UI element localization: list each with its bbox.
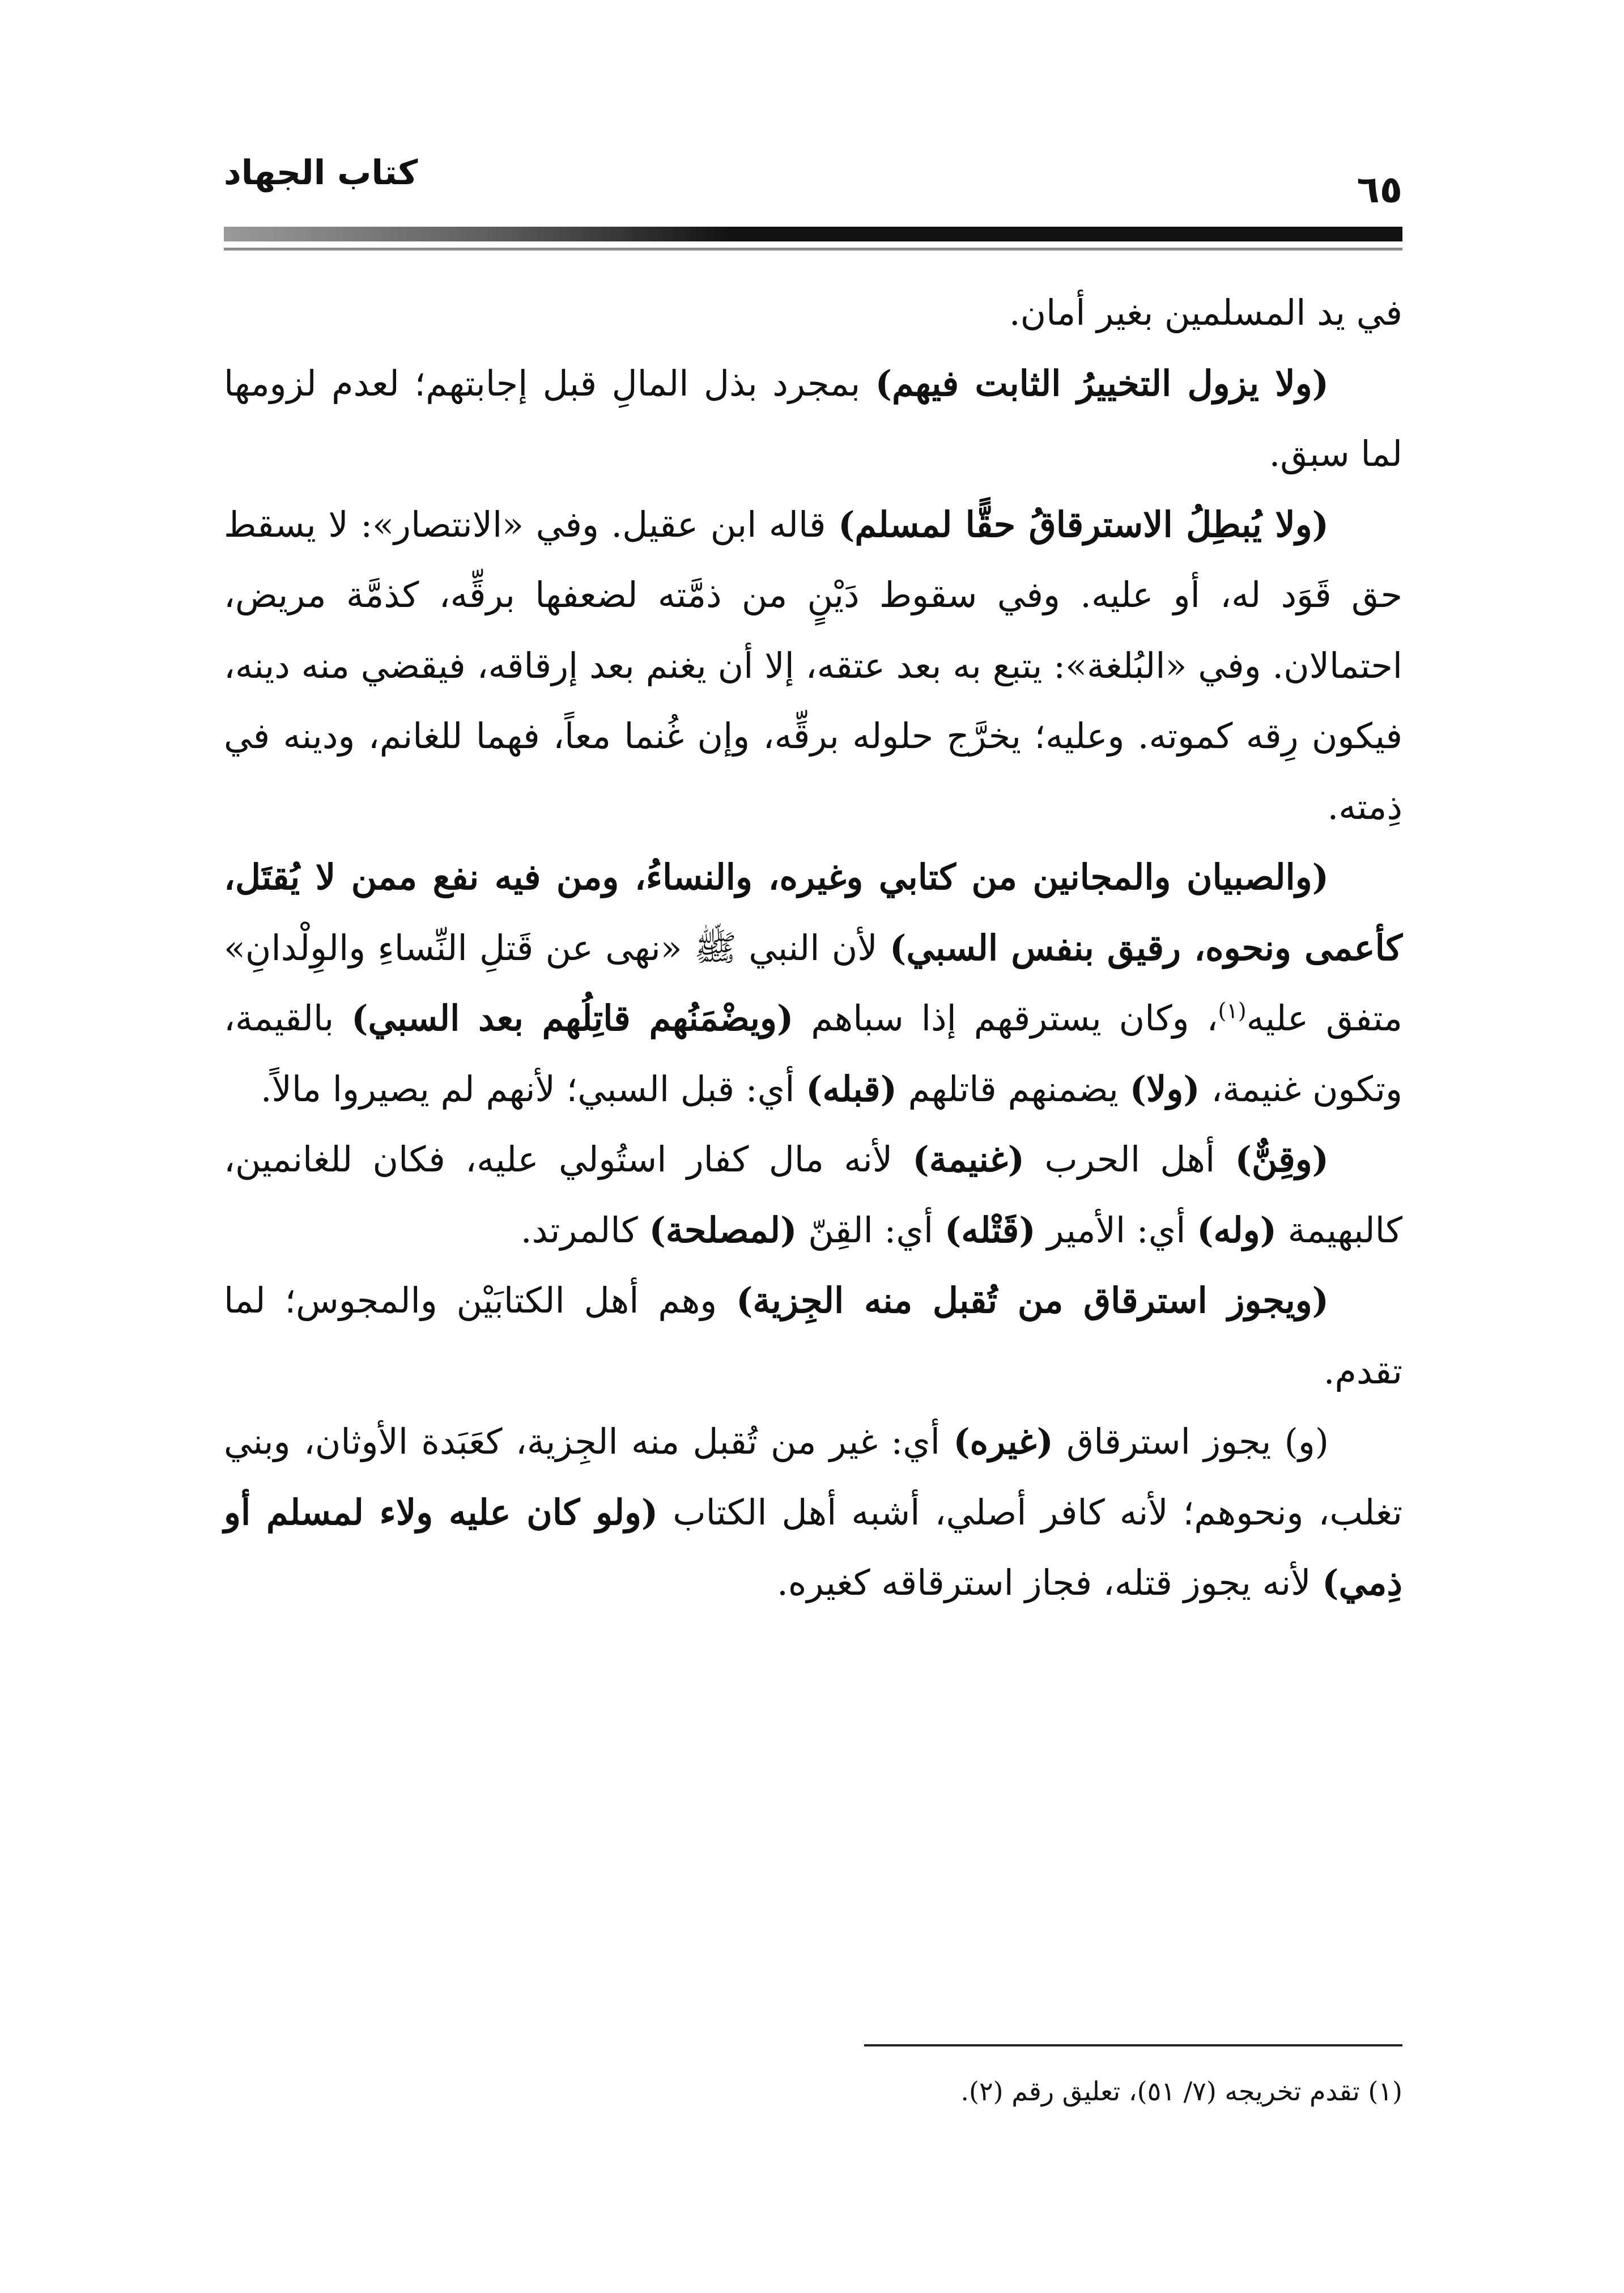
footnote-rule (864, 2044, 1402, 2046)
bold-text-run: (غيره) (953, 1421, 1053, 1462)
bold-text-run: (وله) (1197, 1209, 1277, 1251)
bold-text-run: (ويجوز استرقاق من تُقبل منه الجِزية) (736, 1280, 1329, 1321)
bold-text-run: (قبله) (806, 1068, 897, 1110)
text-run: أي: القِنّ (797, 1209, 945, 1251)
bold-text-run: (ويضْمَنُهم قاتِلُهم بعد السبي) (351, 997, 794, 1039)
text-run: أهل الحرب (1024, 1139, 1235, 1180)
bold-text-run: (ولا) (1129, 1068, 1200, 1110)
bold-text-run: (ولو كان عليه ولاء لمسلم أو ذِمي) (224, 1491, 1402, 1603)
paragraph (224, 490, 1402, 843)
page-number: ٦٥ (1357, 168, 1402, 211)
text-run: بمجرد بذل المالِ قبل إجابتهم؛ لعدم لزومها لما سبق. (224, 362, 1402, 474)
text-run: قاله ابن عقيل. وفي «الانتصار»: لا يسقط حق قَوَد له، أو عليه. وفي سقوط دَيْنٍ من ذمَّته لضعفها برقِّه، كذمَّة مريض، احتمالان. وفي «البُلغة»: يتبع به بعد عتقه، إلا أن يغنم بعد إرقاقه، فيقضي منه دينه، فيكون رِقه كموته. وعليه؛ يخرَّج حلوله برقِّه، وإن غُنما معاً، فهما للغانم، ودينه في ذِمته. (224, 503, 1402, 827)
bold-text-run: (والصبيان والمجانين من كتابي وغيره، والنساءُ، ومن فيه نفع ممن لا يُقتَل، كأعمى ونحوه، رقيق بنفس السبي) (224, 856, 1402, 969)
bold-text-run: (ولا يُبطِلُ الاسترقاقُ حقًّا لمسلم) (838, 503, 1329, 545)
main-text (224, 278, 1402, 1619)
text-run: (و) (1284, 1421, 1329, 1462)
text-run: وهم أهل الكتابَيْن والمجوس؛ لما تقدم. (224, 1280, 1402, 1392)
footnote-ref: (١) (1218, 998, 1247, 1024)
bold-text-run: (غنيمة) (912, 1139, 1025, 1180)
bold-text-run: (لمصلحة) (649, 1209, 797, 1251)
text-run: أي: الأمير (1035, 1209, 1197, 1251)
text-run: أي: قبل السبي؛ لأنهم لم يصيروا مالاً. (260, 1068, 806, 1110)
running-title: كتاب الجهاد (224, 153, 418, 193)
text-run: ، وكان يسترقهم إذا سباهم (793, 997, 1218, 1039)
text-run: لأن النبي ﷺ «نهى عن قَتلِ النِّساءِ والوِلْدانِ» متفق عليه (224, 927, 1403, 1039)
text-run: يجوز استرقاق (1053, 1421, 1285, 1462)
text-run: يضمنهم قاتلهم (896, 1068, 1130, 1110)
text-run: في يد المسلمين بغير أمان. (1009, 292, 1402, 333)
paragraph (224, 1407, 1402, 1619)
header-rule (224, 227, 1402, 241)
paragraph (224, 349, 1402, 490)
header-rule-thin (224, 248, 1402, 250)
page-header (224, 145, 1402, 258)
paragraph (224, 842, 1402, 1124)
bold-text-run: (قَتْله) (944, 1209, 1036, 1251)
footnote-1: (١) تقدم تخريجه (٧/ ٥١)، تعليق رقم (٢). (960, 2076, 1402, 2107)
text-run: لأنه يجوز قتله، فجاز استرقاقه كغيره. (777, 1562, 1323, 1603)
paragraph (224, 278, 1402, 349)
text-run: لأنه مال كفار استُولي عليه، فكان للغانمين، كالبهيمة (224, 1139, 1402, 1251)
text-run: أي: غير من تُقبل منه الجِزية، كعَبَدة الأوثان، وبني تغلب، ونحوهم؛ لأنه كافر أصلي، أشبه أهل الكتاب (224, 1421, 1402, 1533)
footnote (224, 2069, 1402, 2114)
text-run: بالقيمة، وتكون غنيمة، (224, 997, 1402, 1110)
text-run: كالمرتد. (520, 1209, 649, 1251)
paragraph (224, 1266, 1402, 1407)
bold-text-run: (ولا يزول التخييرُ الثابت فيهم) (875, 362, 1329, 404)
bold-text-run: (وقِنٌّ) (1235, 1139, 1329, 1180)
paragraph (224, 1124, 1402, 1266)
